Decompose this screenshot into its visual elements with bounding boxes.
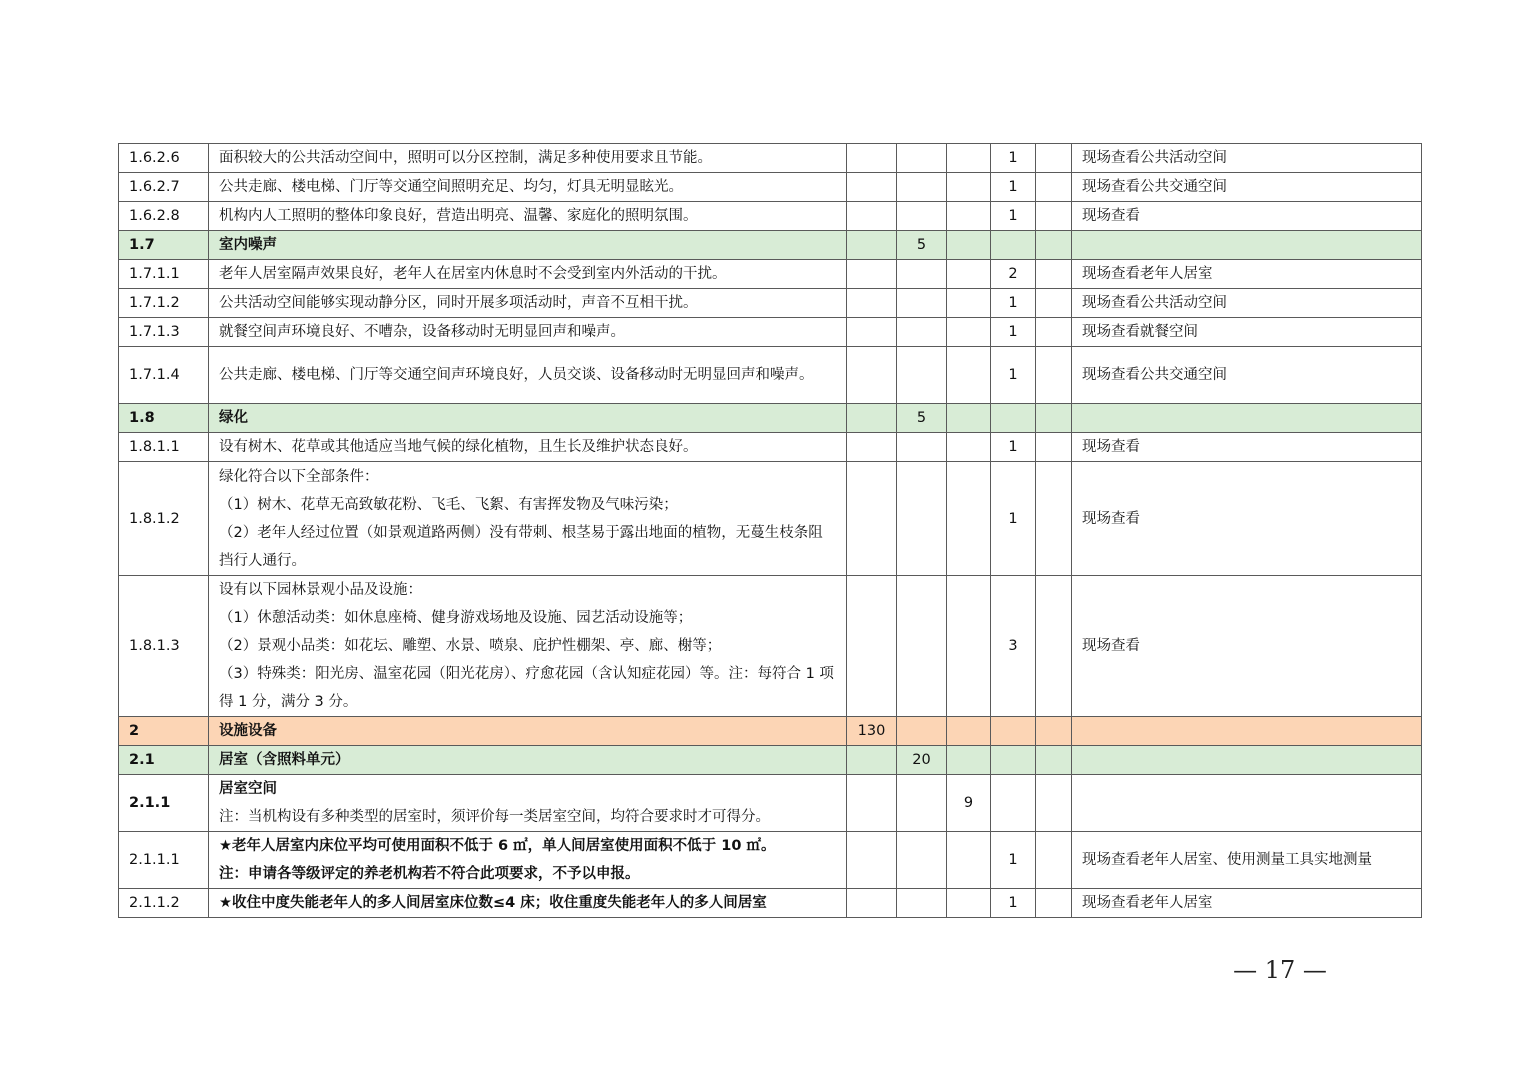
table-row: [119, 260, 1422, 289]
item-content: 机构内人工照明的整体印象良好，营造出明亮、温馨、家庭化的照明氛围。: [209, 202, 847, 231]
item-code: 1.7.1.3: [119, 318, 209, 347]
table-row: [119, 576, 1422, 717]
item-content: [209, 576, 847, 717]
section-code: 2: [119, 717, 209, 746]
section-row: [119, 231, 1422, 260]
item-content: [209, 462, 847, 576]
table-row: [119, 144, 1422, 173]
table-row: [119, 318, 1422, 347]
item-code: 1.7.1.1: [119, 260, 209, 289]
item-code: 2.1.1.2: [119, 889, 209, 918]
content-line: （2）景观小品类：如花坛、雕塑、水景、喷泉、庇护性棚架、亭、廊、榭等；: [219, 638, 722, 654]
subsection-row: [119, 775, 1422, 832]
content-line: 设有以下园林景观小品及设施：: [219, 582, 422, 598]
item-content: 就餐空间声环境良好、不嘈杂，设备移动时无明显回声和噪声。: [209, 318, 847, 347]
item-method: 现场查看老年人居室: [1072, 260, 1422, 289]
item-score: 1: [991, 289, 1036, 318]
item-score: 1: [991, 889, 1036, 918]
content-line: 注：申请各等级评定的养老机构若不符合此项要求，不予以申报。: [219, 866, 640, 882]
section-title: 居室（含照料单元）: [209, 746, 847, 775]
item-content: ★收住中度失能老年人的多人间居室床位数≤4 床；收住重度失能老年人的多人间居室: [209, 889, 847, 918]
evaluation-table: [118, 143, 1422, 918]
item-content: 公共走廊、楼电梯、门厅等交通空间声环境良好，人员交谈、设备移动时无明显回声和噪声。: [209, 347, 847, 404]
table-row: [119, 202, 1422, 231]
item-code: 1.8.1.3: [119, 576, 209, 717]
table-row: [119, 433, 1422, 462]
item-score: 1: [991, 462, 1036, 576]
content-line: ★老年人居室内床位平均可使用面积不低于 6 ㎡，单人间居室使用面积不低于 10 ㎡。: [219, 838, 776, 854]
content-line: （1）树木、花草无高致敏花粉、飞毛、飞絮、有害挥发物及气味污染；: [219, 496, 678, 513]
table-row: [119, 347, 1422, 404]
item-method: 现场查看: [1072, 433, 1422, 462]
item-code: 1.8.1.2: [119, 462, 209, 576]
item-code: 1.6.2.6: [119, 144, 209, 173]
item-code: 2.1.1.1: [119, 832, 209, 889]
content-line: （3）特殊类：阳光房、温室花园（阳光花房）、疗愈花园（含认知症花园）等。注：每符合 1 项得 1 分，满分 3 分。: [219, 666, 834, 710]
table-row: [119, 462, 1422, 576]
content-line: （2）老年人经过位置（如景观道路两侧）没有带刺、根茎易于露出地面的植物，无蔓生枝条阻挡行人通行。: [219, 524, 823, 569]
item-score: 1: [991, 318, 1036, 347]
item-score: 3: [991, 576, 1036, 717]
table-row: [119, 289, 1422, 318]
item-code: 1.8.1.1: [119, 433, 209, 462]
subsection-note: 注：当机构设有多种类型的居室时，须评价每一类居室空间，均符合要求时才可得分。: [219, 809, 770, 825]
item-score: 1: [991, 173, 1036, 202]
item-content: 面积较大的公共活动空间中，照明可以分区控制，满足多种使用要求且节能。: [209, 144, 847, 173]
item-method: 现场查看就餐空间: [1072, 318, 1422, 347]
item-method: 现场查看公共活动空间: [1072, 289, 1422, 318]
section-score: 130: [847, 717, 897, 746]
section-title: 设施设备: [209, 717, 847, 746]
subsection-score: 9: [947, 775, 991, 832]
subsection-title: 居室空间: [219, 781, 277, 797]
section-row: [119, 746, 1422, 775]
item-content: 公共活动空间能够实现动静分区，同时开展多项活动时，声音不互相干扰。: [209, 289, 847, 318]
section-code: 2.1: [119, 746, 209, 775]
item-score: 2: [991, 260, 1036, 289]
item-code: 1.7.1.4: [119, 347, 209, 404]
subsection-code: 2.1.1: [119, 775, 209, 832]
section-code: 1.8: [119, 404, 209, 433]
item-method: 现场查看公共交通空间: [1072, 347, 1422, 404]
item-method: 现场查看: [1072, 462, 1422, 576]
section-row: [119, 404, 1422, 433]
content-line: （1）休憩活动类：如休息座椅、健身游戏场地及设施、园艺活动设施等；: [219, 610, 693, 626]
item-score: 1: [991, 144, 1036, 173]
item-score: 1: [991, 433, 1036, 462]
section-score: 5: [897, 231, 947, 260]
content-line: 绿化符合以下全部条件：: [219, 468, 379, 485]
item-code: 1.6.2.8: [119, 202, 209, 231]
item-content: 公共走廊、楼电梯、门厅等交通空间照明充足、均匀，灯具无明显眩光。: [209, 173, 847, 202]
section-score: 5: [897, 404, 947, 433]
section-code: 1.7: [119, 231, 209, 260]
item-score: 1: [991, 832, 1036, 889]
table-row: [119, 832, 1422, 889]
item-method: 现场查看老年人居室: [1072, 889, 1422, 918]
item-content: 设有树木、花草或其他适应当地气候的绿化植物，且生长及维护状态良好。: [209, 433, 847, 462]
item-score: 1: [991, 347, 1036, 404]
item-method: 现场查看: [1072, 202, 1422, 231]
subsection-content: [209, 775, 847, 832]
item-code: 1.7.1.2: [119, 289, 209, 318]
item-method: 现场查看老年人居室、使用测量工具实地测量: [1072, 832, 1422, 889]
page-number: — 17 —: [1233, 956, 1327, 984]
table-row: [119, 173, 1422, 202]
section-title: 绿化: [209, 404, 847, 433]
item-method: 现场查看: [1072, 576, 1422, 717]
item-content: 老年人居室隔声效果良好，老年人在居室内休息时不会受到室内外活动的干扰。: [209, 260, 847, 289]
table-row: [119, 889, 1422, 918]
section-row: [119, 717, 1422, 746]
item-method: 现场查看公共活动空间: [1072, 144, 1422, 173]
section-score: 20: [897, 746, 947, 775]
item-method: 现场查看公共交通空间: [1072, 173, 1422, 202]
item-code: 1.6.2.7: [119, 173, 209, 202]
item-content: [209, 832, 847, 889]
item-score: 1: [991, 202, 1036, 231]
section-title: 室内噪声: [209, 231, 847, 260]
